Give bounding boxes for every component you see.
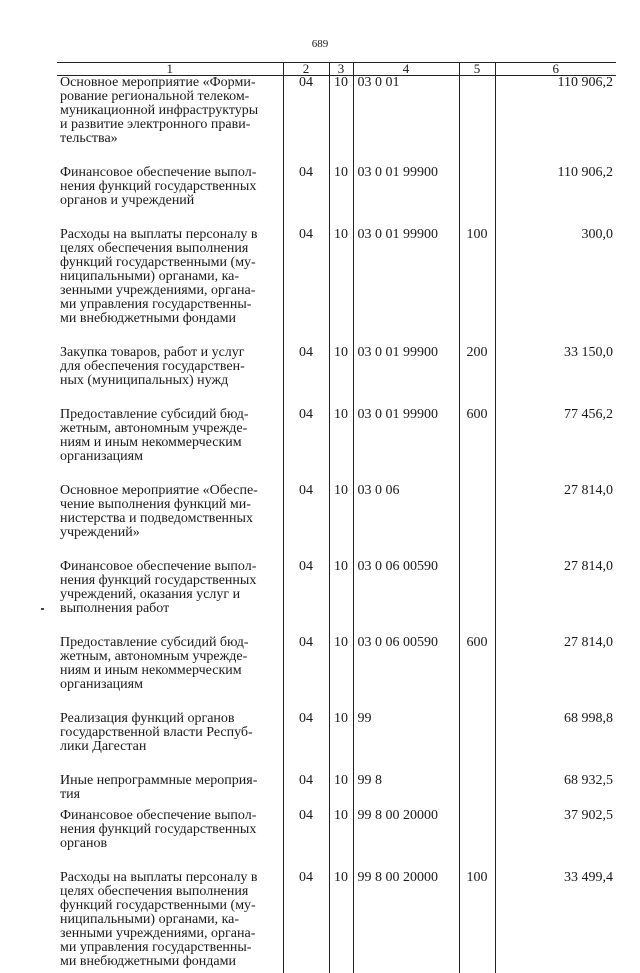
expense-name-cell: [57, 871, 283, 973]
expense-name-line: нения функций государственных: [60, 574, 279, 588]
amount-cell: 37 902,5: [495, 809, 616, 871]
amount-cell: 300,0: [495, 228, 616, 346]
expense-name-line: ми управления государственны-: [60, 298, 279, 312]
amount-cell: 77 456,2: [495, 408, 616, 484]
header-col-5: 5: [459, 63, 495, 76]
expense-name-line: ниям и иным некоммерческим: [60, 664, 279, 678]
expense-name-line: нистерства и подведомственных: [60, 512, 279, 526]
section-cell: 04: [283, 560, 329, 636]
header-col-4: 4: [353, 63, 459, 76]
expense-name-line: органов: [60, 837, 279, 851]
expense-name-line: чение выполнения функций ми-: [60, 498, 279, 512]
subsection-cell: 10: [329, 871, 353, 973]
table-row: [57, 408, 616, 484]
expense-name-line: функций государственными (му-: [60, 899, 279, 913]
expense-name-line: Расходы на выплаты персоналу в: [60, 228, 279, 242]
expense-name-line: ниципальными) органами, ка-: [60, 270, 279, 284]
target-article-cell: 99 8 00 20000: [353, 809, 459, 871]
amount-cell: 68 998,8: [495, 712, 616, 774]
expense-type-cell: 600: [459, 636, 495, 712]
table-row: [57, 228, 616, 346]
expense-name-line: Финансовое обеспечение выпол-: [60, 166, 279, 180]
expense-name-cell: [57, 346, 283, 408]
expense-type-cell: [459, 484, 495, 560]
expense-name-cell: [57, 228, 283, 346]
expense-name-line: целях обеспечения выполнения: [60, 242, 279, 256]
section-cell: 04: [283, 228, 329, 346]
section-cell: 04: [283, 871, 329, 973]
subsection-cell: 10: [329, 228, 353, 346]
expense-name-cell: [57, 76, 283, 167]
expense-name-line: рование региональной телеком-: [60, 90, 279, 104]
target-article-cell: 03 0 06 00590: [353, 560, 459, 636]
subsection-cell: 10: [329, 636, 353, 712]
expense-name-line: Основное мероприятие «Обеспе-: [60, 484, 279, 498]
expense-name-line: ми внебюджетными фондами: [60, 312, 279, 326]
target-article-cell: 99 8: [353, 774, 459, 809]
expense-name-line: зенными учреждениями, органа-: [60, 927, 279, 941]
expense-name-line: учреждений, оказания услуг и: [60, 588, 279, 602]
section-cell: 04: [283, 636, 329, 712]
table-row: [57, 871, 616, 973]
target-article-cell: 03 0 01: [353, 76, 459, 167]
table-row: [57, 166, 616, 228]
expense-name-cell: [57, 484, 283, 560]
section-cell: 04: [283, 484, 329, 560]
amount-cell: 27 814,0: [495, 636, 616, 712]
expense-name-line: организациям: [60, 450, 279, 464]
expense-type-cell: [459, 712, 495, 774]
expense-name-cell: [57, 712, 283, 774]
expense-name-line: функций государственными (му-: [60, 256, 279, 270]
table-row: [57, 560, 616, 636]
header-col-1: 1: [57, 63, 283, 76]
expense-name-line: тия: [60, 788, 279, 802]
expense-type-cell: [459, 560, 495, 636]
target-article-cell: 03 0 01 99900: [353, 408, 459, 484]
expense-name-line: органов и учреждений: [60, 194, 279, 208]
expense-name-line: Предоставление субсидий бюд-: [60, 636, 279, 650]
expense-type-cell: [459, 76, 495, 167]
subsection-cell: 10: [329, 76, 353, 167]
expense-name-line: зенными учреждениями, органа-: [60, 284, 279, 298]
table-row: [57, 346, 616, 408]
expense-name-cell: [57, 636, 283, 712]
subsection-cell: 10: [329, 809, 353, 871]
header-col-6: 6: [495, 63, 616, 76]
expense-name-line: нения функций государственных: [60, 180, 279, 194]
table-body: [57, 76, 616, 973]
target-article-cell: 03 0 01 99900: [353, 228, 459, 346]
section-cell: 04: [283, 408, 329, 484]
amount-cell: 68 932,5: [495, 774, 616, 809]
expense-type-cell: 100: [459, 871, 495, 973]
subsection-cell: 10: [329, 774, 353, 809]
expense-name-line: Иные непрограммные мероприя-: [60, 774, 279, 788]
expense-type-cell: [459, 809, 495, 871]
section-cell: 04: [283, 774, 329, 809]
subsection-cell: 10: [329, 166, 353, 228]
expense-type-cell: [459, 774, 495, 809]
amount-cell: 110 906,2: [495, 76, 616, 167]
expense-name-line: организациям: [60, 678, 279, 692]
table-row: [57, 774, 616, 809]
section-cell: 04: [283, 76, 329, 167]
section-cell: 04: [283, 712, 329, 774]
expense-name-line: и развитие электронного прави-: [60, 118, 279, 132]
expense-type-cell: 200: [459, 346, 495, 408]
expense-name-line: Закупка товаров, работ и услуг: [60, 346, 279, 360]
target-article-cell: 99 8 00 20000: [353, 871, 459, 973]
expense-name-line: Финансовое обеспечение выпол-: [60, 809, 279, 823]
target-article-cell: 03 0 06: [353, 484, 459, 560]
table-row: [57, 484, 616, 560]
expense-name-line: ми управления государственны-: [60, 941, 279, 955]
expense-name-line: Реализация функций органов: [60, 712, 279, 726]
header-col-2: 2: [283, 63, 329, 76]
section-cell: 04: [283, 346, 329, 408]
amount-cell: 110 906,2: [495, 166, 616, 228]
table-row: [57, 76, 616, 167]
expense-name-line: тельства»: [60, 132, 279, 146]
expense-name-cell: [57, 166, 283, 228]
expense-name-cell: [57, 408, 283, 484]
expense-name-line: учреждений»: [60, 526, 279, 540]
expense-name-line: Основное мероприятие «Форми-: [60, 76, 279, 90]
expense-type-cell: 600: [459, 408, 495, 484]
expense-name-line: ниципальными) органами, ка-: [60, 913, 279, 927]
subsection-cell: 10: [329, 484, 353, 560]
table-row: [57, 636, 616, 712]
expense-name-line: муникационной инфраструктуры: [60, 104, 279, 118]
expense-name-line: Расходы на выплаты персоналу в: [60, 871, 279, 885]
header-col-3: 3: [329, 63, 353, 76]
amount-cell: 27 814,0: [495, 484, 616, 560]
expense-name-line: Финансовое обеспечение выпол-: [60, 560, 279, 574]
expense-name-line: целях обеспечения выполнения: [60, 885, 279, 899]
expense-type-cell: [459, 166, 495, 228]
target-article-cell: 03 0 01 99900: [353, 166, 459, 228]
expense-name-cell: [57, 560, 283, 636]
subsection-cell: 10: [329, 408, 353, 484]
table-row: [57, 712, 616, 774]
amount-cell: 33 150,0: [495, 346, 616, 408]
target-article-cell: 03 0 06 00590: [353, 636, 459, 712]
amount-cell: 33 499,4: [495, 871, 616, 973]
target-article-cell: 03 0 01 99900: [353, 346, 459, 408]
expense-name-line: выполнения работ: [60, 602, 279, 616]
budget-table: [57, 62, 616, 973]
table-row: [57, 809, 616, 871]
margin-mark: [41, 608, 44, 610]
expense-name-line: ниям и иным некоммерческим: [60, 436, 279, 450]
expense-name-line: жетным, автономным учрежде-: [60, 422, 279, 436]
section-cell: 04: [283, 809, 329, 871]
page-number: 689: [0, 38, 640, 50]
expense-type-cell: 100: [459, 228, 495, 346]
subsection-cell: 10: [329, 560, 353, 636]
expense-name-line: для обеспечения государствен-: [60, 360, 279, 374]
expense-name-line: государственной власти Респуб-: [60, 726, 279, 740]
expense-name-line: нения функций государственных: [60, 823, 279, 837]
expense-name-line: ных (муниципальных) нужд: [60, 374, 279, 388]
expense-name-cell: [57, 774, 283, 809]
subsection-cell: 10: [329, 346, 353, 408]
target-article-cell: 99: [353, 712, 459, 774]
section-cell: 04: [283, 166, 329, 228]
header-row: [57, 63, 616, 76]
expense-name-cell: [57, 809, 283, 871]
expense-name-line: лики Дагестан: [60, 740, 279, 754]
expense-name-line: ми внебюджетными фондами: [60, 955, 279, 969]
expense-name-line: жетным, автономным учрежде-: [60, 650, 279, 664]
subsection-cell: 10: [329, 712, 353, 774]
amount-cell: 27 814,0: [495, 560, 616, 636]
expense-name-line: Предоставление субсидий бюд-: [60, 408, 279, 422]
